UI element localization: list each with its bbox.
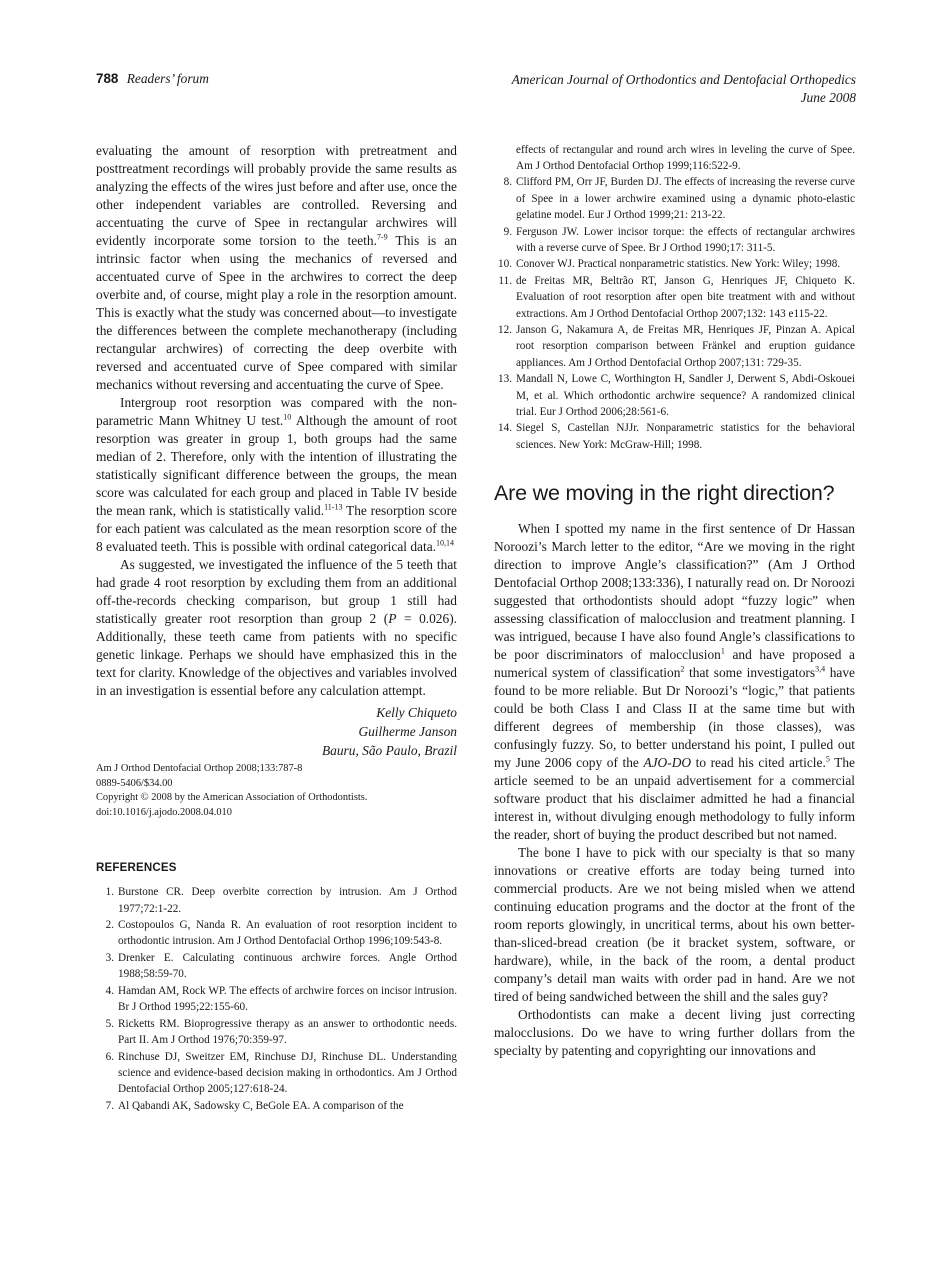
references-list-left: [96, 884, 457, 1114]
page-number: 788: [96, 71, 119, 86]
article-title: Are we moving in the right direction?: [494, 480, 835, 505]
reference-item: 8. Clifford PM, Orr JF, Burden DJ. The effects of increasing the reverse curve of Spee in a lower archwire examined using a dynamic photo-elastic gelatine model. Eur J Orthod 1999;21: 213-22.: [503, 176, 855, 221]
references-list-right: [494, 174, 855, 452]
body-paragraph: When I spotted my name in the first sentence of Dr Hassan Noroozi’s March letter to the editor, “Are we moving in the right direction to improve Angle’s classification?” (Am J Orthod Dentofacial Orthop 2008;133:336), I naturally read on. Dr Noroozi suggested that orthodontists should adopt “fuzzy logic” when assessing classification of malocclusion and treatment planning. I was intrigued, because I have also found Angle’s classifications to be poor discriminators of malocclusion$^1$ and have proposed a numerical system of classification$^2$ that some investigators$^{3,4}$ have found to be more reliable. But Dr Noroozi’s “logic,” that patients could be both Class I and Class II at the same time but with different degrees of membership (in those classes), was confusingly fuzzy. So, to better understand his point, I pulled out my June 2006 copy of the AJO-DO to read his cited article.$^5$ The article seemed to be an unpaid advertisement for a commercial software product that his disclaimer admitted he had a financial interest in, without divulging enough methodology to fully inform the reader, short of buying the product described but not named.: [494, 520, 855, 842]
right-column: [494, 142, 855, 1060]
section-title: Readers’ forum: [126, 71, 209, 86]
reference-item: 3. Drenker E. Calculating continuous archwire forces. Angle Orthod 1988;58:59-70.: [105, 952, 457, 981]
citation-block: Am J Orthod Dentofacial Orthop 2008;133:787-8 0889-5406/$34.00 Copyright © 2008 by the American Association of Orthodontists. doi:10.1016/j.ajodo.2008.04.010: [96, 762, 457, 820]
reference-continuation: effects of rectangular and round arch wires in leveling the curve of Spee. Am J Orthod Dentofacial Orthop 1999;116:522-9.: [516, 144, 855, 173]
running-header-right: [512, 71, 856, 107]
signature-block: [96, 703, 457, 760]
left-column: [96, 142, 457, 1115]
body-paragraph: Intergroup root resorption was compared with the non-parametric Mann Whitney U test.$^{10}$ Although the amount of root resorption was greater in group 1, both groups had the same median of 2. Therefore, only with the intention of illustrating the statistically significant difference between the groups, the mean score was calculated for each group and placed in Table IV beside the mean rank, which is statistically valid.$^{11-13}$ The resorption score for each patient was calculated as the mean resorption score of the 8 evaluated teeth. This is possible with ordinal categorical data.$^{10,14}$: [96, 395, 457, 554]
issue-date: June 2008: [800, 90, 856, 105]
author-name: Guilherme Janson: [358, 724, 457, 739]
journal-name: American Journal of Orthodontics and Dentofacial Orthopedics: [511, 72, 856, 87]
reference-item: 14. Siegel S, Castellan NJJr. Nonparametric statistics for the behavioral sciences. New York: McGraw-Hill; 1998.: [498, 422, 855, 451]
reference-item: 7. Al Qabandi AK, Sadowsky C, BeGole EA. A comparison of the: [105, 1100, 404, 1113]
reference-item: 5. Ricketts RM. Bioprogressive therapy as an answer to orthodontic needs. Part II. Am J Orthod 1976;70:359-97.: [105, 1018, 457, 1047]
body-paragraph: Orthodontists can make a decent living just correcting malocclusions. Do we have to wring further dollars from the specialty by patenting and copyrighting our innovations and: [494, 1006, 855, 1058]
reference-item: 1. Burstone CR. Deep overbite correction by intrusion. Am J Orthod 1977;72:1-22.: [105, 886, 457, 915]
reference-item: 10. Conover WJ. Practical nonparametric statistics. New York: Wiley; 1998.: [498, 258, 841, 271]
body-paragraph: evaluating the amount of resorption with pretreatment and posttreatment recordings will probably provide the same results as analyzing the effects of the wires just before and after use, once the other independent variables are controlled. Reversing and accentuating the curve of Spee in rectangular archwires will evidently incorporate some torsion to the teeth.$^{7-9}$ This is an intrinsic factor when using the mechanics of reversed and accentuated curve of Spee in the archwires to correct the deep overbite and, of course, might play a role in the resorption amount. This is exactly what the study was concerned about—to investigate the differences between the complete mechanotherapy (including rectangular archwires) of correcting the deep overbite with reversed and accentuated curve of Spee compared with similar mechanics without reversing and accentuating the curve of Spee.: [96, 143, 457, 392]
references-heading: REFERENCES: [96, 862, 177, 875]
body-paragraph: As suggested, we investigated the influence of the 5 teeth that had grade 4 root resorption by excluding them from an additional off-the-records checking comparison, but group 1 still had statistically greater root resorption than group 2 (P = 0.026). Additionally, these teeth came from patients with no specific genetic linkage. Perhaps we should have emphasized this in the text for clarity. Knowledge of the objectives and variables involved in an investigation is essential before any calculation attempt.: [96, 557, 458, 698]
body-paragraph: The bone I have to pick with our specialty is that so many innovations or creative efforts are today being turned into commercial products. Are we not being misled when we attend continuing education programs and the doctor at the front of the room reports glowingly, in uncritical terms, about his own better-than-sliced-bread creation (be it bracket system, software, or hardware), while, in the back of the room, a dental product company’s detail man waits with order pad in hand. Are we not tired of being sandwiched between the shill and the sales guy?: [494, 844, 855, 1004]
reference-item: 13. Mandall N, Lowe C, Worthington H, Sandler J, Derwent S, Abdi-Oskouei M, et al. Which orthodontic archwire sequence? A randomized clinical trial. Eur J Orthod 2006;28:561-6.: [498, 373, 855, 418]
doi: doi:10.1016/j.ajodo.2008.04.010: [96, 806, 232, 818]
reference-item: 12. Janson G, Nakamura A, de Freitas MR, Henriques JF, Pinzan A. Apical root resorption comparison between Fränkel and eruption guidance appliances. Am J Orthod Dentofacial Orthop 2007;131: 729-35.: [498, 324, 855, 369]
reference-item: 9. Ferguson JW. Lower incisor torque: the effects of rectangular archwires with a reverse curve of Spee. Br J Orthod 1990;17: 311-5.: [503, 225, 855, 254]
reference-item: 11. de Freitas MR, Beltrão RT, Janson G, Henriques JF, Chiqueto K. Evaluation of root resorption after open bite treatment with and without extractions. Am J Orthod Dentofacial Orthop 2007;132: 143 e115-22.: [498, 275, 855, 320]
reference-item: 6. Rinchuse DJ, Sweitzer EM, Rinchuse DJ, Rinchuse DL. Understanding science and evidence-based decision making in orthodontics. Am J Orthod Dentofacial Orthop 2005;127:618-24.: [105, 1050, 457, 1096]
author-name: Kelly Chiqueto: [376, 705, 457, 720]
running-header-left: [96, 71, 209, 87]
author-location: Bauru, São Paulo, Brazil: [321, 743, 457, 758]
reference-item: 4. Hamdan AM, Rock WP. The effects of archwire forces on incisor intrusion. Br J Orthod 1995;22:155-60.: [105, 985, 457, 1014]
reference-item: 2. Costopoulos G, Nanda R. An evaluation of root resorption incident to orthodontic intrusion. Am J Orthod Dentofacial Orthop 1996;109:543-8.: [105, 919, 457, 948]
